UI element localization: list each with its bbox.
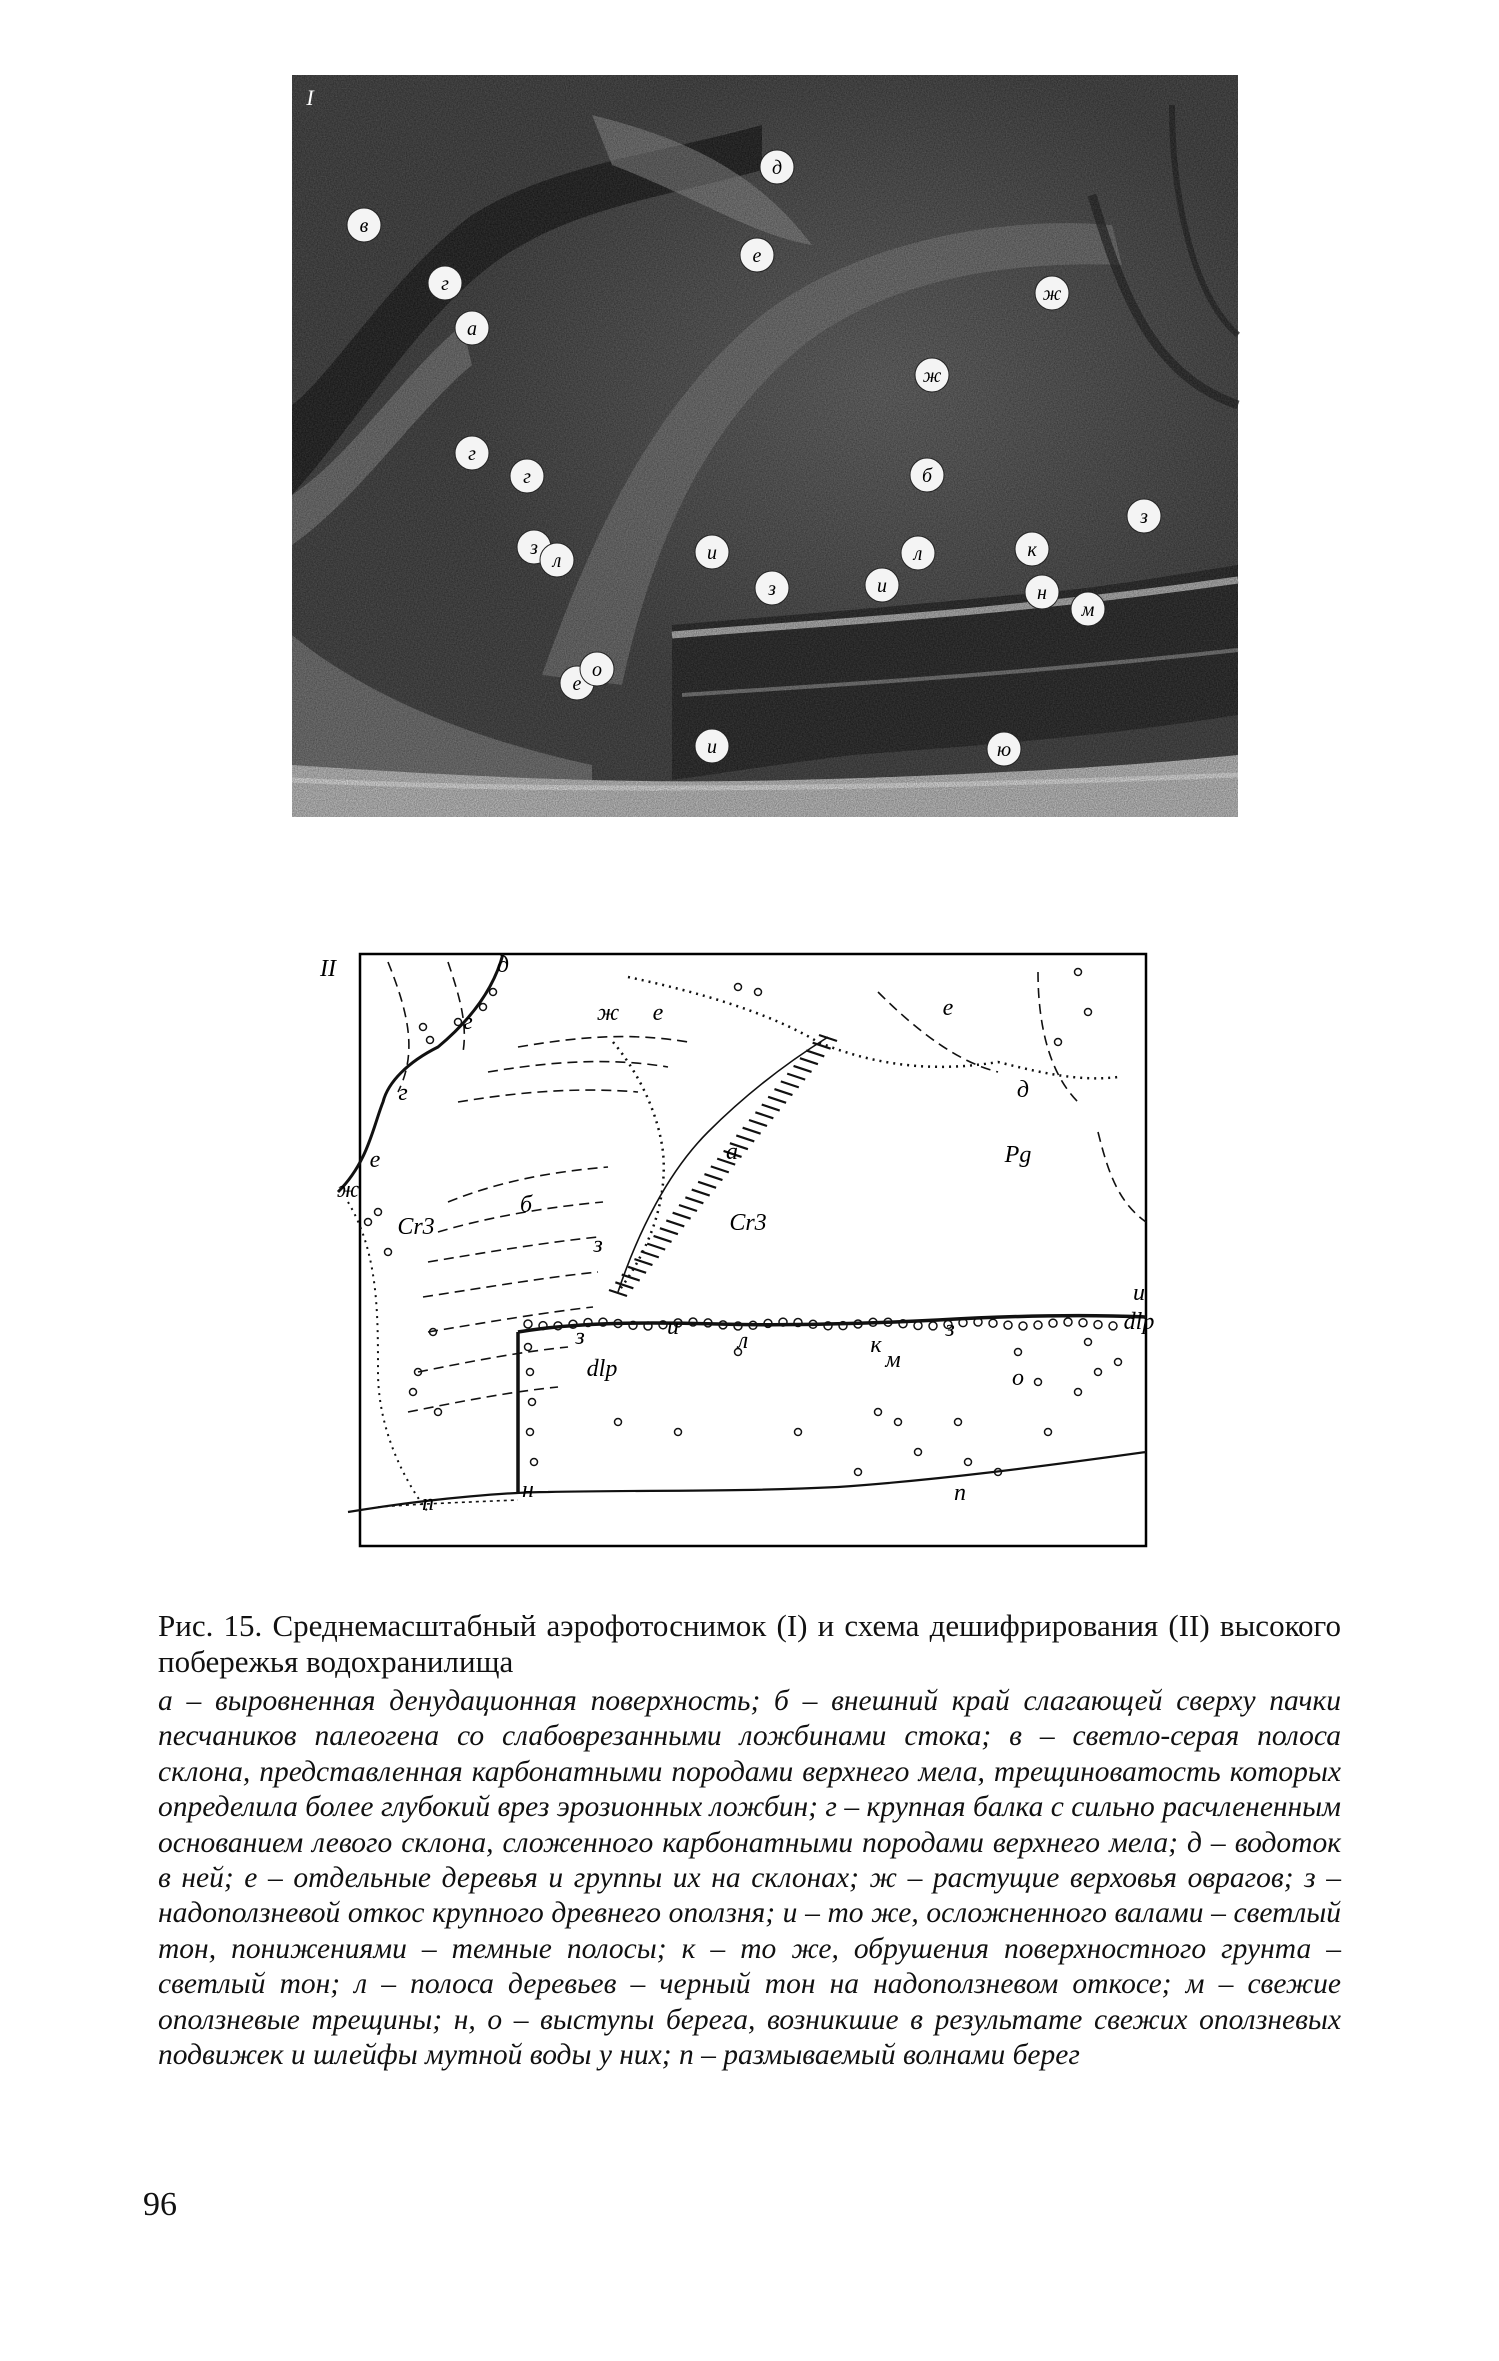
photo-label-letter: д [771, 157, 783, 179]
photo-label-letter: ю [996, 739, 1012, 761]
scheme-label: dlp [586, 1356, 618, 1382]
interpretation-scheme [318, 952, 1155, 1548]
photo-label-letter: и [877, 575, 887, 597]
scheme-panel-roman-label: II [320, 956, 336, 982]
figure-caption [158, 1608, 1341, 2073]
photo-label-letter: з [1140, 506, 1148, 528]
scheme-label: Pg [1004, 1142, 1032, 1168]
scheme-label: е [369, 1147, 381, 1173]
photo-label-letter: б [921, 465, 933, 487]
scheme-label: н [522, 1477, 534, 1503]
photo-label-letter: г [441, 273, 449, 295]
scheme-label: и [1133, 1280, 1145, 1306]
aerial-photo [292, 75, 1238, 817]
scheme-label: м [885, 1347, 901, 1373]
scheme-label: ж [336, 1177, 360, 1203]
photo-label-letter: л [552, 550, 562, 572]
photo-label-letter: г [468, 443, 476, 465]
photo-label-letter: г [523, 466, 531, 488]
scheme-label: д [1016, 1077, 1030, 1103]
scheme-label: и [667, 1314, 679, 1340]
scheme-label: з [593, 1232, 603, 1258]
scheme-label: Cr3 [729, 1210, 767, 1236]
caption-legend: а – выровненная денудационная поверхность; б – внешний край слагающей сверху пачки песчаников палеогена со слабоврезанными ложбинами стока; в – светло-серая полоса склона, представленная карбонатными породами верхнего мела, трещиноватость которых определила более глубокий врез эрозионных ложбин; г – крупная балка с сильно расчлененным основанием левого склона, сложенного карбонатными породами верхнего мела; д – водоток в ней; е – отдельные деревья и группы их на склонах; ж – растущие верховья оврагов; з – надоползневой откос крупного древнего оползня; и – то же, осложненного валами – светлый тон, понижениями – темные полосы; к – то же, обрушения поверхностного грунта – светлый тон; л – полоса деревьев – черный тон на надоползневом откосе; м – свежие оползневые трещины; н, о – выступы берега, возникшие в результате свежих оползневых подвижек и шлейфы мутной воды у них; п – размываемый волнами берег [158, 1685, 1341, 2072]
scheme-label: з [575, 1324, 585, 1350]
scheme-label: п [954, 1480, 966, 1506]
photo-label-letter: л [913, 543, 923, 565]
scheme-label: е [942, 995, 954, 1021]
photo-label-letter: м [1081, 599, 1095, 621]
caption-title: Рис. 15. Среднемасштабный аэрофотоснимок (I) и схема дешифрирования (II) высокого побережья водохранилища [158, 1608, 1341, 1679]
scheme-label: к [870, 1332, 882, 1358]
photo-label-letter: к [1027, 539, 1037, 561]
photo-label-letter: и [707, 736, 717, 758]
scheme-label: о [1012, 1365, 1024, 1391]
photo-label-letter: а [467, 318, 477, 340]
scheme-label: п [422, 1490, 434, 1516]
scheme-label: е [652, 1000, 664, 1026]
photo-panel-roman-label: I [306, 85, 314, 110]
photo-label-letter: е [572, 673, 582, 695]
photo-label-letter: и [707, 542, 717, 564]
scheme-label: dlp [1123, 1309, 1155, 1335]
photo-label-letter: з [530, 537, 538, 559]
photo-label-letter: о [592, 659, 602, 681]
photo-label-letter: з [768, 578, 776, 600]
scheme-label: л [737, 1328, 749, 1354]
scheme-label: з [945, 1316, 955, 1342]
scheme-label: ж [596, 1000, 620, 1026]
page-number: 96 [143, 2186, 177, 2223]
photo-label-letter: в [359, 215, 369, 237]
scheme-label: б [519, 1192, 533, 1218]
scheme-label: д [496, 952, 510, 978]
scheme-label: Cr3 [397, 1214, 435, 1240]
photo-label-letter: ж [1042, 283, 1062, 305]
scheme-label: г [398, 1080, 408, 1106]
photo-label-letter: ж [922, 365, 942, 387]
scheme-label: а [726, 1139, 738, 1165]
photo-label-letter: е [752, 245, 762, 267]
photo-label-letter: н [1037, 582, 1047, 604]
scheme-label: г [463, 1009, 473, 1035]
